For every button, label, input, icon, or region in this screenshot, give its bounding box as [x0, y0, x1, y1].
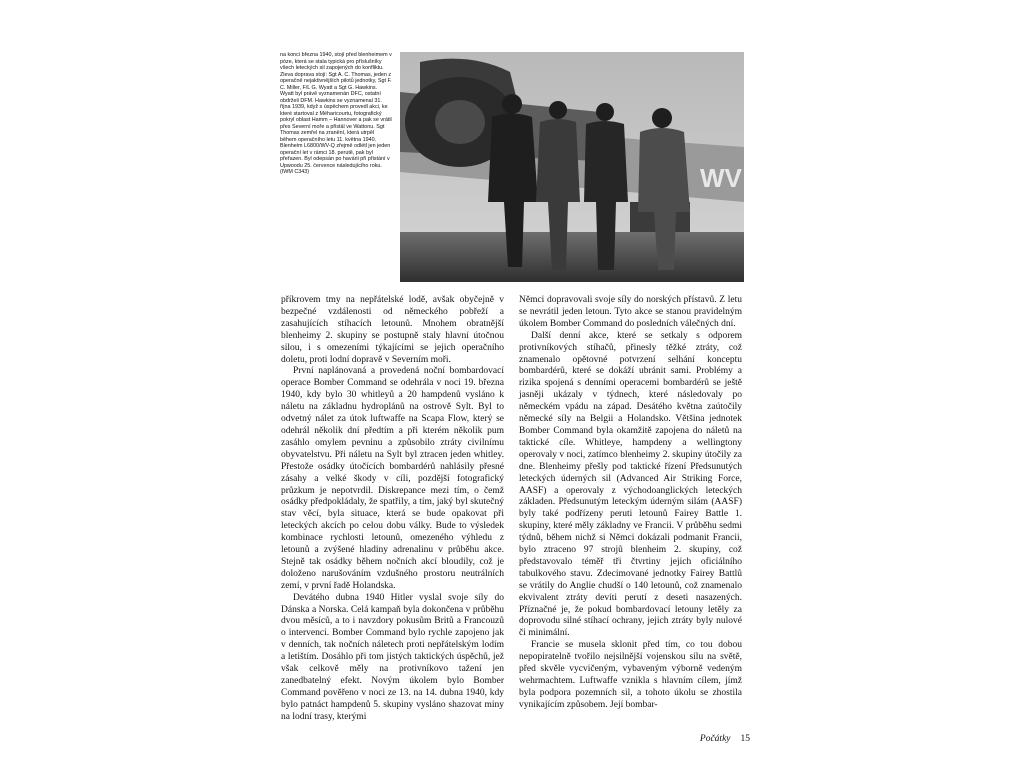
photo-caption [280, 52, 392, 176]
paragraph: První naplánovaná a provedená noční bombardovací operace Bomber Command se odehrála v noci 19. března 1940, kdy bylo 30 whitleyů a 20 hampdenů vysláno k náletu na základnu hydroplánů na ostrově Sylt. Byl to odvetný nálet za útok luftwaffe na Scapa Flow, který se odehrál několik dní předtím a při kterém několik pum zasáhlo omylem pevninu a způsobilo ztráty civilnímu obyvatelstvu. Při náletu na Sylt byl ztracen jeden whitley. Přestože osádky útočících bombardérů nahlásily přesné zásahy a velké škody v cíli, pozdější fotografický průzkum je nepotvrdil. Diskrepance mezi tím, o čemž osádky předpokládaly, že spatřily, a tím, jaký byl skutečný stav věcí, byla situace, která se bude opakovat při leteckých akcích po celou dobu války. Bude to výsledek kombinace rychlosti letounů, omezeného výhledu z letounů a zvýšené hladiny adrenalinu v průběhu akce. Stejně tak osádky během nočních akcí bloudily, což je doloženo narušováním vzdušného prostoru neutrálních zemí, v první řadě Holandska. [281, 366, 504, 591]
paragraph: Němci dopravovali svoje síly do norských přístavů. Z letu se nevrátil jeden letoun. Tyto akce se stanou pravidelným úkolem Bomber Command do posledních válečných dní. [519, 295, 742, 329]
caption-source: (IWM C343) [280, 169, 310, 175]
photo-illustration [400, 52, 744, 282]
paragraph: Další denní akce, které se setkaly s odporem protivníkových stíhačů, přinesly těžké ztráty, což znamenalo opětovné potvrzení selhání konceptu bombardérů, které se dokáží ubránit sami. Problémy a rizika spojená s denními operacemi bombardérů se ještě jasněji ukázaly v týdnech, které následovaly po německém vpádu na západ. Desátého května zaútočily německé síly na Belgii a Holandsko. Většina jednotek Bomber Command byla okamžitě zapojena do náletů na taktické cíle. Whitleye, hampdeny a wellingtony operovaly v noci, zatímco blenheimy 2. skupiny útočily za dne. Blenheimy přešly pod taktické řízení Předsunutých leteckých úderných sil (Advanced Air Striking Force, AASF) a operovaly z východoanglických leteckých základen. Předsunutým leteckým úderným silám (AASF) byly také podřízeny peruti letounů Fairey Battle 1. skupiny, které měly základny ve Francii. V průběhu sedmi týdnů, během nichž si Němci dokázali podmanit Francii, bylo ztraceno 97 strojů blenheim 2. skupiny, což představovalo téměř tři čtvrtiny jejich oficiálního tabulkového stavu. Zdecimované jednotky Fairey Battlů se vrátily do Anglie chudší o 140 letounů, což znamenalo ekvivalent ztráty devíti perutí z deseti nasazených. Příznačné je, že pokud bombardovací letouny letěly za doprovodu silné stíhací ochrany, jejich ztráty byly nulové či minimální. [519, 330, 742, 639]
paragraph: Devátého dubna 1940 Hitler vyslal svoje síly do Dánska a Norska. Celá kampaň byla dokončena v průběhu dvou měsíců, a to i navzdory pokusům Britů a Francouzů o intervenci. Bomber Command bylo rychle zapojeno jak v denních, tak nočních náletech proti nepřátelským lodím a letištím. Dosáhlo při tom jistých taktických úspěchů, jež však celkově měly na protivníkovo tažení jen zanedbatelný efekt. Novým úkolem bylo Bomber Command pověřeno v noci ze 13. na 14. dubna 1940, kdy bylo patnáct hampdenů 5. skupiny vysláno shazovat miny na lodní trasy, kterými [281, 592, 504, 722]
aircraft-code: WV [700, 163, 742, 193]
section-title: Počátky [699, 734, 731, 744]
right-text-column [519, 295, 742, 712]
paragraph: příkrovem tmy na nepřátelské lodě, avšak obyčejně v bezpečné vzdálenosti od německého pobřeží a zasahujících stíhacích letounů. Mnohem obratnější blenheimy 2. skupiny se postupně staly hlavní útočnou silou, i s omezeními týkajícími se jejich operačního doletu, proti lodní dopravě v Severním moři. [281, 295, 504, 365]
page-footer [640, 734, 750, 744]
crew-photograph [400, 52, 744, 282]
left-text-column [281, 295, 504, 724]
paragraph: Francie se musela sklonit před tím, co tou dobou nepopiratelně tvořilo nejsilnější vojenskou sílu na světě, před skvěle vycvičeným, vybaveným výborně vedeným wehrmachtem. Luftwaffe vznikla s hlavním cílem, jímž byla podpora pozemních sil, a tohoto úkolu se zhostila vynikajícím způsobem. Její bombar- [519, 640, 742, 710]
caption-text: na konci března 1940, stojí před blenheimem v póze, která se stala typická pro příslušníky všech leteckých sil zapojených do konfliktu. Zleva doprava stojí: Sgt A. C. Thomas, jeden z operačně nejaktivnějších pilotů jednotky, Sgt F. C. Miller, F/L G. Wyatt a Sgt G. Hawkins. Wyatt byl právě vyznamenán DFC, ostatní obdrželi DFM. Hawkins se vyznamenal 31. října 1939, když s úspěchem provedl akci, ke které startoval z Méharicourtu, fotografický pokryl oblast Hamm – Hannover a pak se vrátil přes Severní moře a přistál ve Wattonu. Sgt Thomas zemřel na zranění, která utrpěl během operačního letu 11. května 1940. Blenheim L6800/WV-Q zřejmě odlétl jen jeden operační let v rámci 18. perutě, pak byl přeřazen. Byl odepsán po havárii při přistání v Upwoodu 25. července následujícího roku. [280, 52, 392, 169]
page-number: 15 [740, 734, 750, 744]
